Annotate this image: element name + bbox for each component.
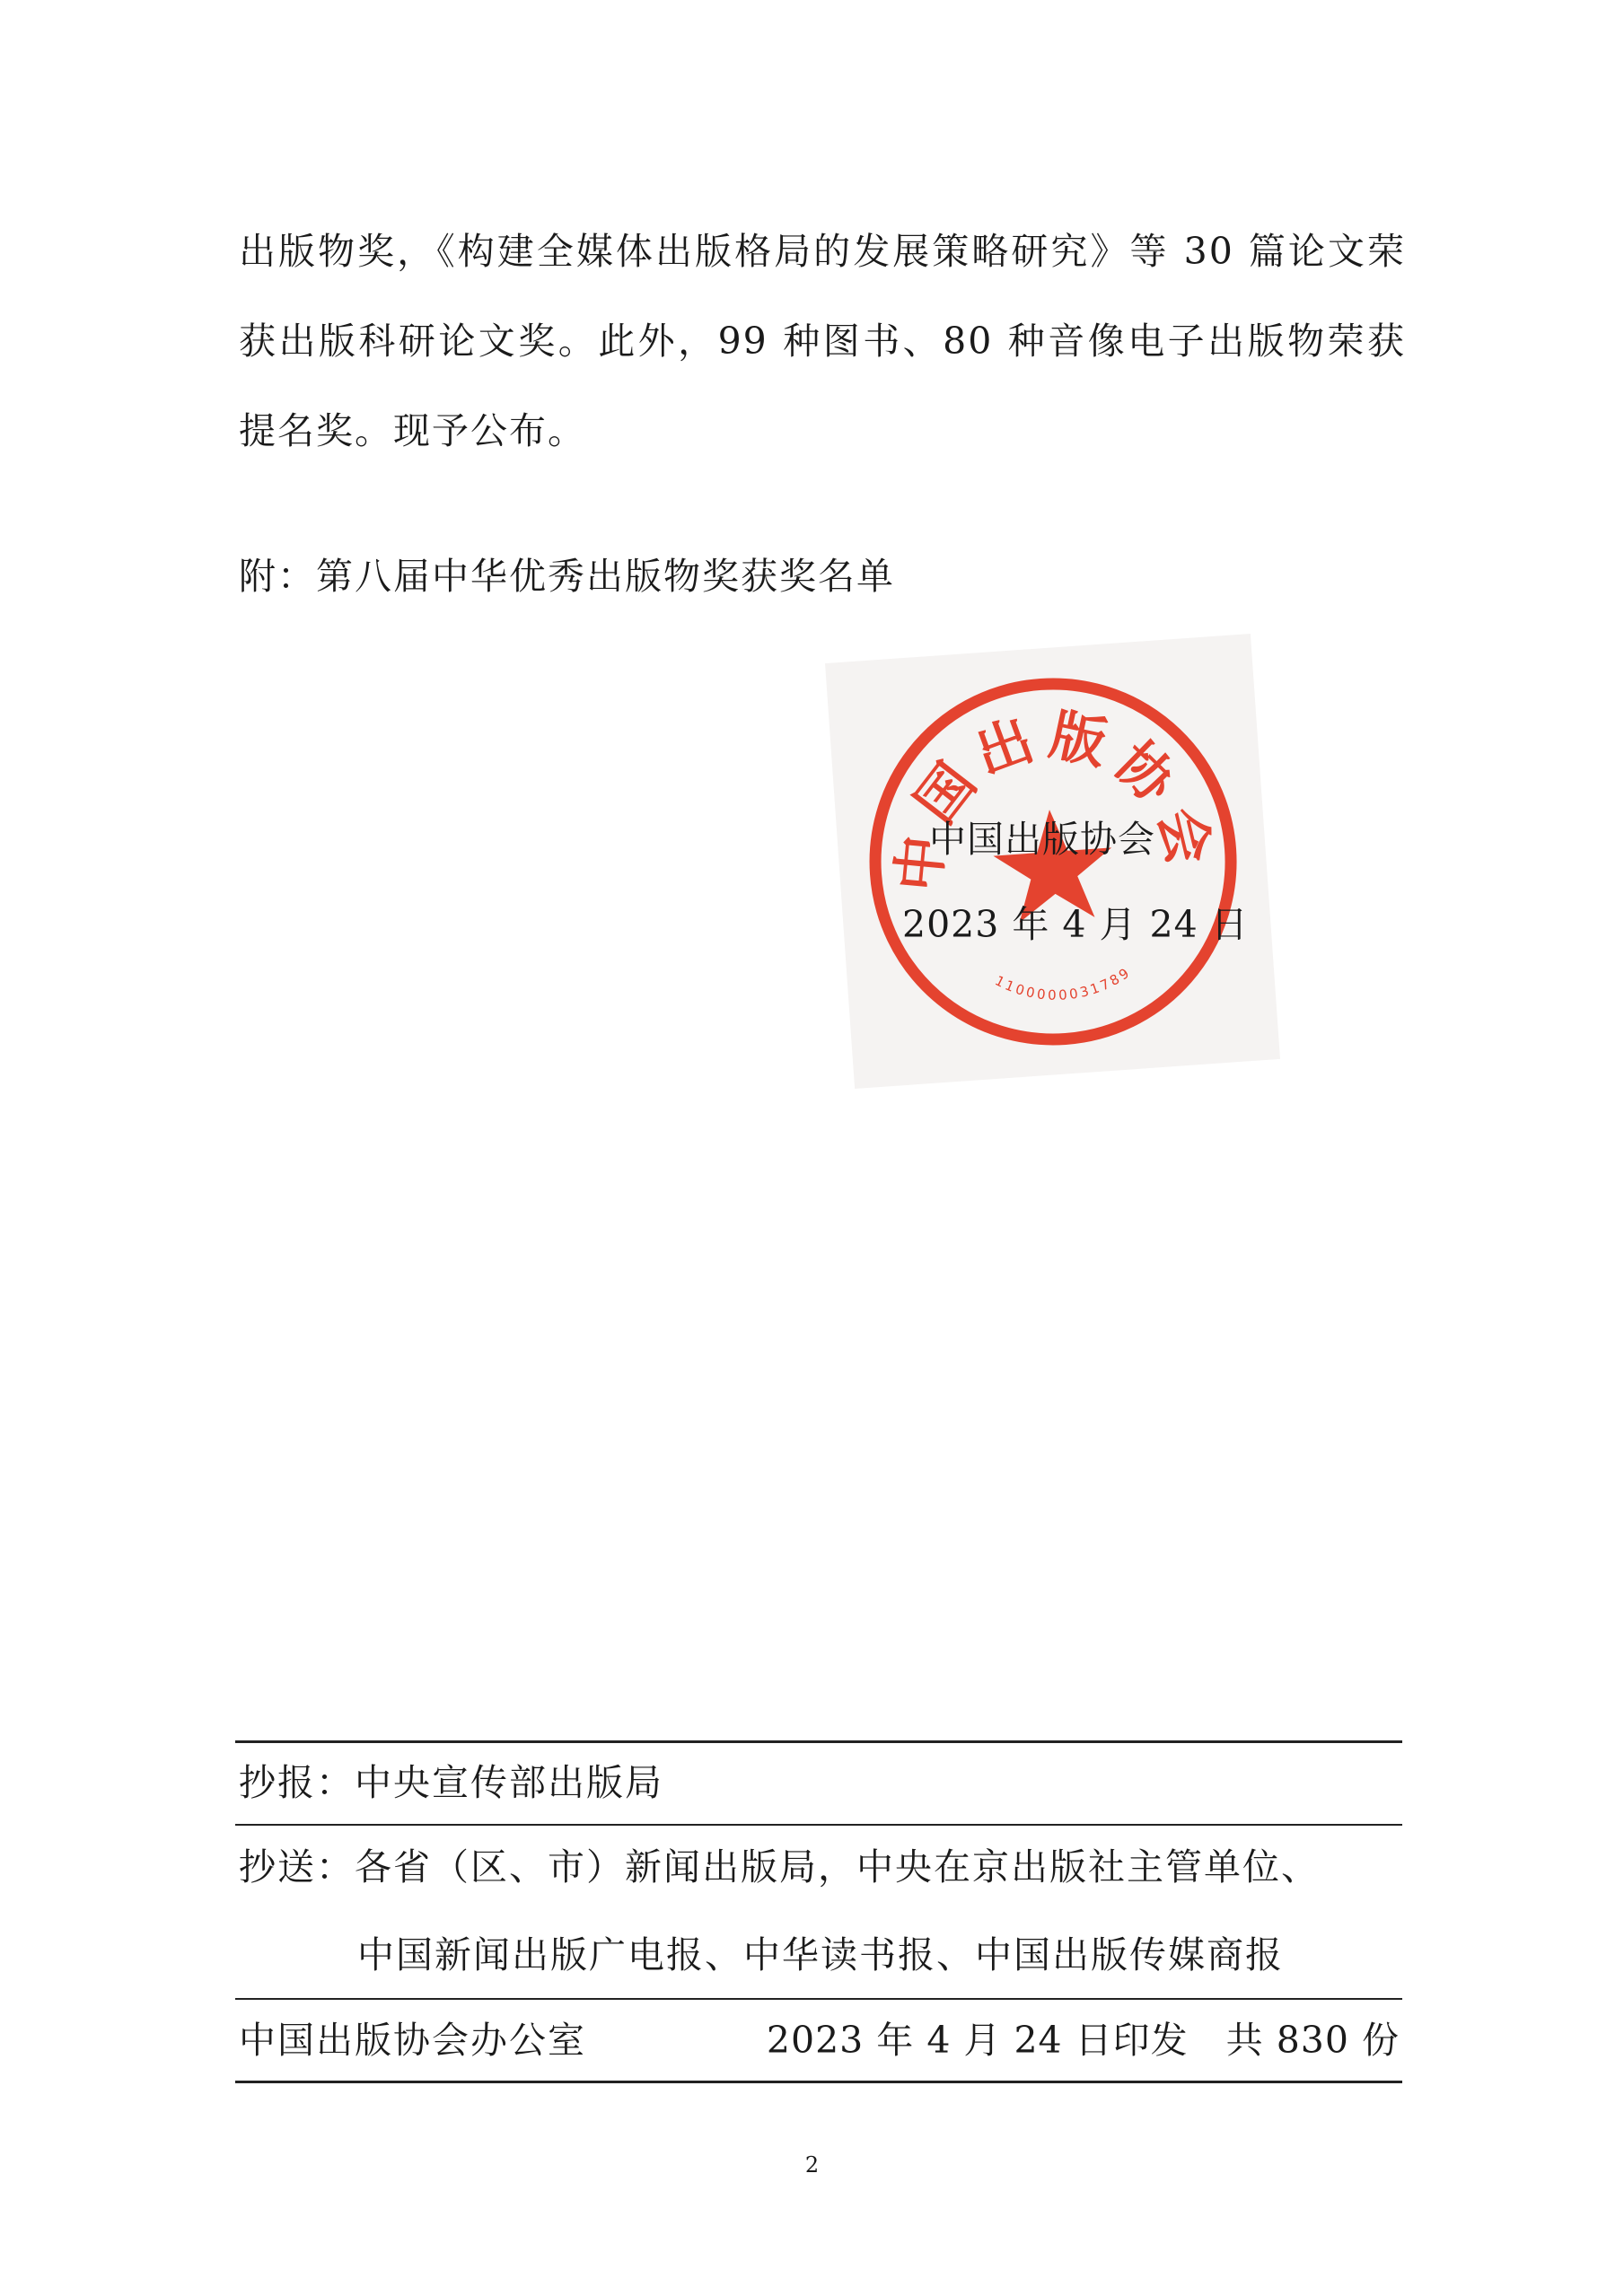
send-to-line-1: 抄送：各省（区、市）新闻出版局，中央在京出版社主管单位、 <box>239 1845 1320 1889</box>
signature-date: 2023 年 4 月 24 日 <box>902 903 1249 946</box>
seal-arc-textpath: 中国出版协会 <box>885 701 1225 895</box>
footer-print-info: 2023 年 4 月 24 日印发 共 830 份 <box>766 2019 1400 2062</box>
rule-top <box>235 1740 1402 1743</box>
signer-org: 中国出版协会 <box>929 818 1155 861</box>
footer-office: 中国出版协会办公室 <box>239 2019 586 2062</box>
body-paragraph: 出版物奖，《构建全媒体出版格局的发展策略研究》等 30 篇论文荣获出版科研论文奖。此外，99 种图书、80 种音像电子出版物荣获提名奖。现予公布。 <box>239 230 1406 452</box>
rule-bottom <box>235 2081 1402 2083</box>
report-to-line: 抄报：中央宣传部出版局 <box>239 1761 663 1804</box>
send-to-line-2: 中国新闻出版广电报、中华读书报、中国出版传媒商报 <box>357 1933 1284 1976</box>
page-number: 2 <box>804 2152 820 2178</box>
seal-serial-textpath: 1100000031789 <box>992 963 1135 1003</box>
attachment-note: 附：第八届中华优秀出版物奖获奖名单 <box>239 555 895 598</box>
rule-middle <box>235 1824 1402 1826</box>
rule-lower <box>235 1998 1402 2000</box>
seal-serial <box>991 963 1136 1008</box>
